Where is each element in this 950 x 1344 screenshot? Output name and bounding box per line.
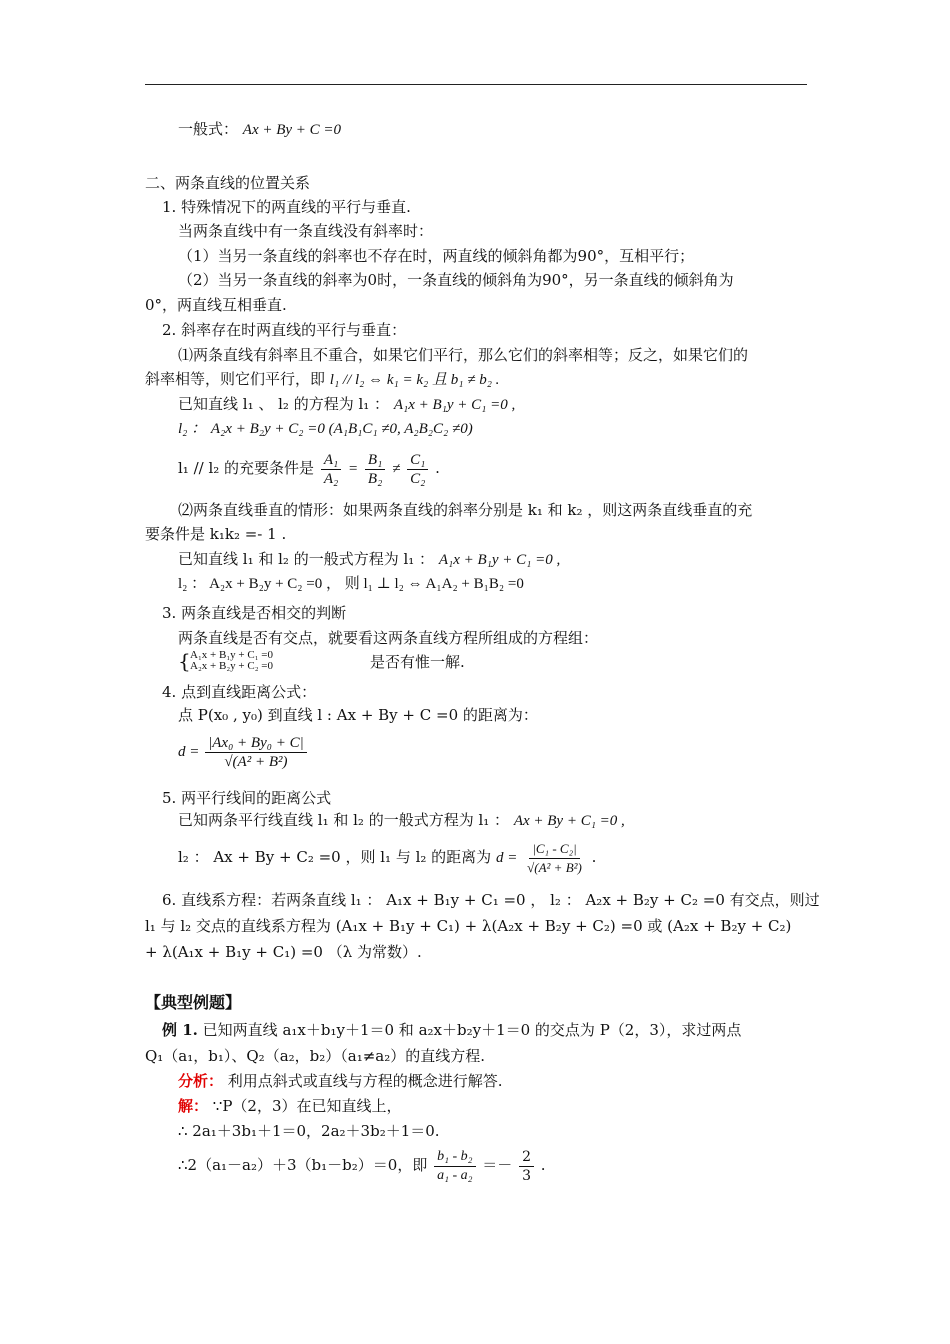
section2-title: 二、两条直线的位置关系	[145, 174, 311, 192]
analysis-label: 分析：	[178, 1072, 224, 1090]
p2-line6: ⑵两条直线垂直的情形：如果两条直线的斜率分别是 k₁ 和 k₂ ，则这两条直线垂直的充	[178, 501, 753, 519]
p1-line3: （2）当另一条直线的斜率为0时，一条直线的倾斜角为90°，另一条直线的倾斜角为	[178, 271, 734, 289]
p4-line1: 点 P(x₀ , y₀) 到直线 l : Ax + By + C =0 的距离为：	[178, 706, 538, 724]
p5-title: 5. 两平行线间的距离公式	[162, 789, 332, 807]
p1-line4: 0°，两直线互相垂直.	[145, 296, 287, 314]
examples-title: 【典型例题】	[145, 993, 242, 1012]
p2-line7: 要条件是 k₁k₂ =- 1 .	[145, 525, 287, 543]
p6-line2: l₁ 与 l₂ 交点的直线系方程为 (A₁x + B₁y + C₁) + λ(A₂x + B₂y + C₂) =0 或 (A₂x + B₂y + C₂)	[145, 917, 792, 935]
p2-line4	[178, 418, 473, 439]
analysis-text: 利用点斜式或直线与方程的概念进行解答.	[227, 1072, 503, 1090]
example1-text: 已知两直线 a₁x＋b₁y＋1＝0 和 a₂x＋b₂y＋1＝0 的交点为 P（2，3），求过两点	[202, 1021, 742, 1039]
p5-line2: l₂ ： Ax + By + C₂ =0 ，则 l₁ 与 l₂ 的距离为 d = $\frac{\text{|C₁ - C₂|}}{\text{√(A² + B²)}}$ .	[178, 840, 597, 875]
p1-line1: 当两条直线中有一条直线没有斜率时：	[178, 222, 434, 240]
p2-line2-math: l₁ // l₂ ⇔ k₁ = k₂ 且 b₁ ≠ b₂ .	[329, 372, 500, 388]
p5-fraction: $\frac{\text{|C₁ - C₂|}}{\text{√(A² + B²)}}$	[527, 840, 582, 875]
system-brace: {	[178, 649, 191, 673]
solution-line3	[178, 1142, 546, 1188]
p2-line5-text: l₁ // l₂ 的充要条件是	[178, 459, 315, 477]
p3-title: 3. 两条直线是否相交的判断	[162, 604, 347, 622]
fraction-a: $\frac{\text{A₁}}{\text{A₂}}$	[321, 451, 341, 488]
solution-text3: ∴2（a₁－a₂）＋3（b₁－b₂）＝0，即	[178, 1156, 428, 1174]
p5-line1	[178, 810, 625, 831]
p2-line3	[178, 394, 515, 415]
p6-line3: + λ(A₁x + B₁y + C₁) =0 （λ 为常数）.	[145, 943, 422, 961]
general-form-label: 一般式：	[178, 120, 239, 138]
example1-line2: Q₁（a₁，b₁）、Q₂（a₂，b₂）（a₁≠a₂）的直线方程.	[145, 1047, 486, 1065]
p5-line1-math: Ax + By + C₁ =0 ,	[513, 813, 625, 829]
p2-line3-math: A₁x + B₁y + C₁ =0 ,	[393, 397, 516, 413]
p1-line2: （1）当另一条直线的斜率也不存在时，两直线的倾斜角都为90°，互相平行；	[178, 247, 695, 265]
p3-line2: 是否有惟一解.	[370, 653, 465, 671]
p6-line1: 6. 直线系方程：若两条直线 l₁ ： A₁x + B₁y + C₁ =0 ， l₂ ： A₂x + B₂y + C₂ =0 有交点，则过	[162, 891, 820, 909]
example1-label: 例 1.	[162, 1021, 198, 1039]
p2-line3-text: 已知直线 l₁ 、 l₂ 的方程为 l₁ ：	[178, 395, 390, 413]
header-rule	[145, 84, 807, 85]
p2-line8-math: A₁x + B₁y + C₁ =0 ,	[438, 552, 561, 568]
system-eq1: A₁x + B₁y + C₁ =0	[190, 649, 273, 661]
p4-d: d =	[178, 744, 200, 760]
fraction-b: $\frac{\text{B₁}}{\text{B₂}}$	[365, 451, 385, 488]
p2-line2-text: 斜率相等，则它们平行，即	[145, 370, 326, 388]
solution-line1	[178, 1096, 402, 1116]
p2-line9: l₂ ： A₂x + B₂y + C₂ =0 ， 则 l₁ ⊥ l₂ ⇔ A₁A₂ + B₁B₂ =0	[178, 576, 524, 592]
p2-line1: ⑴两条直线有斜率且不重合，如果它们平行，那么它们的斜率相等；反之，如果它们的	[178, 346, 749, 364]
solution-equals: ＝－	[482, 1156, 513, 1174]
p1-title: 1. 特殊情况下的两直线的平行与垂直.	[162, 198, 411, 216]
example1-line1	[162, 1020, 741, 1040]
general-form-expr: Ax + By + C =0	[242, 122, 342, 138]
general-form-line	[178, 119, 341, 140]
p2-line8-text: 已知直线 l₁ 和 l₂ 的一般式方程为 l₁ ：	[178, 550, 435, 568]
p4-formula	[178, 730, 309, 774]
solution-label: 解：	[178, 1097, 209, 1115]
p5-line1-text: 已知两条平行线直线 l₁ 和 l₂ 的一般式方程为 l₁ ：	[178, 811, 510, 829]
p2-line4-text: l₂ ：	[178, 421, 207, 437]
p4-title: 4. 点到直线距离公式：	[162, 683, 317, 701]
p2-line8	[178, 549, 560, 570]
p2-line5: l₁ // l₂ 的充要条件是 $\frac{\text{A₁}}{\text{A₂}}$ = $\frac{\text{B₁}}{\text{B₂}}$ ≠ $\frac{\text{C₁}}{\text{C₂}}$ .	[178, 451, 440, 487]
solution-line2: ∴ 2a₁＋3b₁＋1＝0，2a₂＋3b₂＋1＝0.	[178, 1122, 440, 1140]
p3-line1: 两条直线是否有交点，就要看这两条直线方程所组成的方程组：	[178, 629, 599, 647]
solution-period: .	[540, 1156, 546, 1174]
p2-line2	[145, 369, 499, 390]
p2-line4-math: A₂x + B₂y + C₂ =0 (A₁B₁C₁ ≠0, A₂B₂C₂ ≠0)	[210, 421, 473, 437]
fraction-c: $\frac{\text{C₁}}{\text{C₂}}$	[407, 451, 428, 488]
p5-line2-text: l₂ ： Ax + By + C₂ =0 ，则 l₁ 与 l₂ 的距离为	[178, 848, 492, 866]
p2-title: 2. 斜率存在时两直线的平行与垂直：	[162, 321, 407, 339]
p5-d: d =	[495, 850, 518, 866]
solution-fraction: $\frac{\text{b₁ - b₂}}{\text{a₁ - a₂}}$	[434, 1148, 475, 1185]
system-eq2: A₂x + B₂y + C₂ =0	[190, 660, 273, 672]
analysis-line	[178, 1071, 503, 1091]
p4-fraction: $\frac{\text{|Ax₀ + By₀ + C|}}{\text{√(A² + B²)}}$	[205, 734, 307, 771]
solution-fraction2: $\frac{2}{3}$	[519, 1148, 534, 1185]
solution-text1: ∵P（2，3）在已知直线上，	[212, 1097, 402, 1115]
